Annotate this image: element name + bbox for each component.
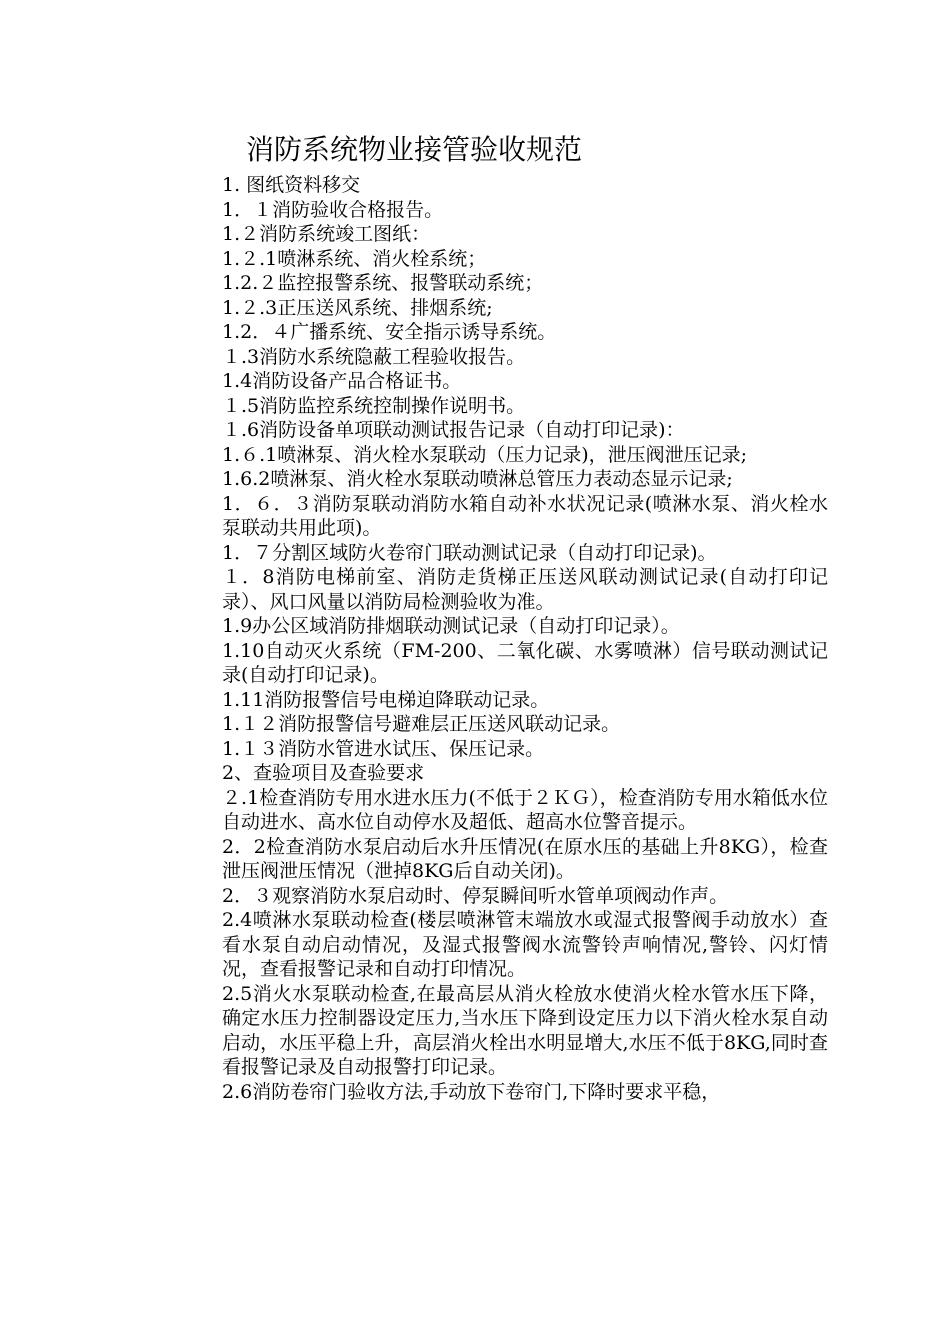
paragraph: 1.６.1喷淋泵、消火栓水泵联动（压力记录)，泄压阀泄压记录; bbox=[222, 443, 748, 466]
paragraph: 1.9办公区域消防排烟联动测试记录（自动打印记录）。 bbox=[222, 615, 680, 637]
paragraph: 1. 图纸资料移交 bbox=[222, 174, 361, 196]
paragraph: 2.5消火水泵联动检查,在最高层从消火栓放水使消火栓水管水压下降，确定水压力控制器设定压力,当水压下降到设定压力以下消火栓水泵自动启动，水压平稳上升，高层消火栓出水明显增大,水压不低于8KG,同时查看报警记录及自动报警打印记录。 bbox=[222, 982, 828, 1078]
paragraph: ２.1检查消防专用水进水压力(不低于２ＫＧ），检查消防专用水箱低水位自动进水、高水位自动停水及超低、超高水位警音提示。 bbox=[222, 786, 828, 833]
paragraph: 1.2．４广播系统、安全指示诱导系统。 bbox=[222, 321, 557, 343]
paragraph: １.5消防监控系统控制操作说明书。 bbox=[222, 394, 526, 417]
paragraph: 1．１消防验收合格报告。 bbox=[222, 198, 444, 221]
paragraph: 1.２.1喷淋系统、消火栓系统； bbox=[222, 247, 487, 270]
paragraph: 1.１２消防报警信号避难层正压送风联动记录。 bbox=[222, 713, 621, 735]
paragraph: 1．７分割区域防火卷帘门联动测试记录（自动打印记录)。 bbox=[222, 541, 717, 564]
paragraph: 2.4喷淋水泵联动检查(楼层喷淋管末端放水或湿式报警阀手动放水）查看水泵自动启动情况，及湿式报警阀水流警铃声响情况,警铃、闪灯情况，查看报警记录和自动打印情况。 bbox=[222, 909, 828, 980]
paragraph: 1.4消防设备产品合格证书。 bbox=[222, 370, 462, 392]
paragraph: １.3消防水系统隐蔽工程验收报告。 bbox=[222, 345, 526, 368]
paragraph: １.6消防设备单项联动测试报告记录（自动打印记录)： bbox=[222, 419, 685, 441]
paragraph: 1.２消防系统竣工图纸： bbox=[222, 223, 431, 245]
section-heading: 2、查验项目及查验要求 bbox=[222, 762, 425, 784]
paragraph: 2.6消防卷帘门验收方法,手动放下卷帘门,下降时要求平稳， bbox=[222, 1080, 721, 1103]
paragraph: 1.11消防报警信号电梯迫降联动记录。 bbox=[222, 688, 550, 711]
paragraph: 1．６．３消防泵联动消防水箱自动补水状况记录(喷淋水泵、消火栓水泵联动共用此项)。 bbox=[222, 492, 828, 539]
paragraph: 2．３观察消防水泵启动时、停泵瞬间听水管单项阀动作声。 bbox=[222, 884, 729, 907]
paragraph: 1.１３消防水管进水试压、保压记录。 bbox=[222, 737, 545, 760]
paragraph: 1.10自动灭火系统（FM-200、二氧化碳、水雾喷淋）信号联动测试记录(自动打印记录)。 bbox=[222, 639, 828, 686]
document-title: 消防系统物业接管验收规范 bbox=[246, 133, 583, 166]
paragraph: 1.2.２监控报警系统、报警联动系统； bbox=[222, 272, 544, 294]
paragraph: １．8消防电梯前室、消防走货梯正压送风联动测试记录(自动打印记录）、风口风量以消防局检测验收为准。 bbox=[222, 566, 828, 613]
document-body bbox=[222, 173, 828, 1104]
paragraph: 1.２.3正压送风系统、排烟系统; bbox=[222, 296, 493, 319]
paragraph: 2．2检查消防水泵启动后水升压情况(在原水压的基础上升8KG），检查泄压阀泄压情况（泄掉8KG后自动关闭)。 bbox=[222, 835, 828, 882]
paragraph: 1.6.2喷淋泵、消火栓水泵联动喷淋总管压力表动态显示记录; bbox=[222, 468, 733, 490]
